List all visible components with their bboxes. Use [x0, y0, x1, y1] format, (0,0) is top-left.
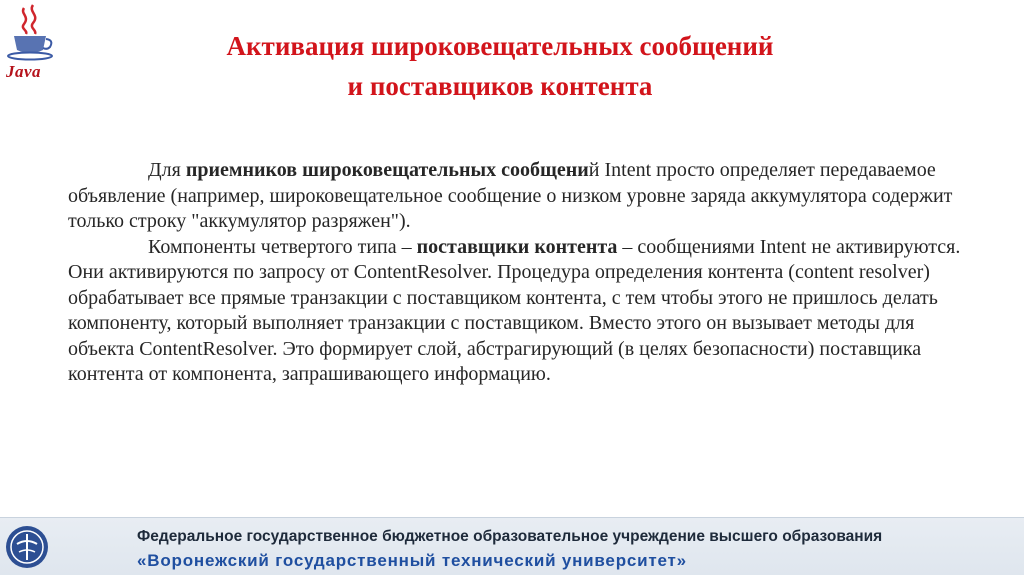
slide-title-line2: и поставщиков контента	[347, 71, 653, 101]
university-emblem-icon	[4, 522, 50, 572]
footer-bar	[0, 517, 1024, 575]
paragraph2-lead: Компоненты четвертого типа –	[148, 235, 417, 258]
slide-title	[150, 26, 850, 106]
java-logo	[2, 2, 60, 82]
paragraph1-bold: приемников широковещательных сообщени	[185, 159, 589, 181]
paragraph2-bold: поставщики контента	[416, 235, 618, 258]
java-logo-text: Java	[6, 62, 42, 81]
paragraph-content-providers	[68, 235, 978, 388]
slide-title-line1: Активация широковещательных сообщений	[226, 31, 774, 61]
paragraph1-rest: й Intent просто определяет передаваемое объявление (например, широковещательное сообщение о низком уровне заряда аккумулятора содержит только строку "аккумулятор разряжен").	[68, 159, 953, 232]
paragraph-broadcast-receivers	[68, 158, 978, 235]
paragraph1-lead: Для	[148, 159, 186, 181]
footer-university-name: «Воронежский государственный технический университет»	[137, 551, 687, 570]
java-coffee-cup-icon	[2, 2, 60, 64]
footer-institution-type: Федеральное государственное бюджетное образовательное учреждение высшего образования	[137, 528, 883, 545]
slide-body	[68, 158, 978, 388]
paragraph2-rest: – сообщениями Intent не активируются. Они активируются по запросу от ContentResolver. Процедура определения контента (content resolver) обрабатывает все прямые транзакции с поставщиком контента, с тем чтобы этого не пришлось делать компоненту, который выполняет транзакции с поставщиком. Вместо этого он вызывает методы для объекта ContentResolver. Это формирует слой, абстрагирующий (в целях безопасности) поставщика контента от компонента, запрашивающего информацию.	[68, 235, 961, 385]
